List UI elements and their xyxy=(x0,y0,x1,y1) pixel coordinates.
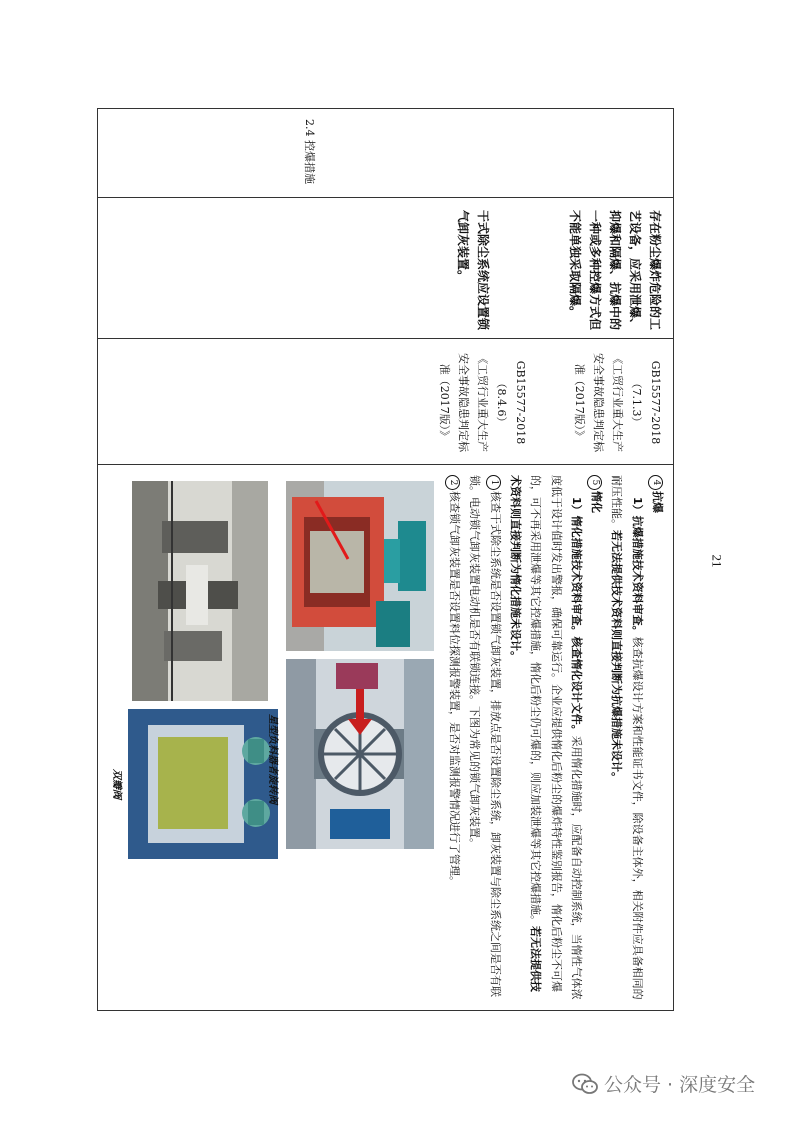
circled-number: 4 xyxy=(648,475,663,490)
caption-star-valve: 星型负料器者旋转阀 xyxy=(266,714,278,804)
caption-double-valve: 双瓣阀 xyxy=(110,769,122,799)
valve-section-photo xyxy=(286,659,434,849)
circled-number: 1 xyxy=(486,475,501,490)
basis-b-code: GB15577-2018 xyxy=(514,360,527,445)
item-label: 2.4 控爆措施 xyxy=(303,119,316,184)
rotated-page xyxy=(98,108,674,1011)
field-valve-photo xyxy=(132,481,268,701)
basis-b xyxy=(435,339,570,464)
content-cell xyxy=(98,465,674,1011)
heading-inerting: 5惰化 xyxy=(586,475,606,1000)
content-body xyxy=(110,465,673,1010)
basis-b-clause: （8.4.6） xyxy=(495,377,508,428)
basis-a-code: GB15577-2018 xyxy=(649,360,662,445)
basis-a xyxy=(570,339,673,464)
requirement-cell xyxy=(98,198,674,339)
circled-number: 5 xyxy=(587,475,602,490)
valve-photos xyxy=(110,475,438,1000)
basis-a-clause: （7.1.3） xyxy=(630,377,643,428)
heading-antiexplosion: 4抗爆 xyxy=(647,475,667,1000)
inspection-table xyxy=(97,108,674,1011)
basis-a-doc: 《工贸行业重大生产安全事故隐患判定标准（2017版）》 xyxy=(573,353,624,452)
paragraph-inerting: 1）惰化措施技术资料审查。核查惰化设计文件。采用惰化措施时，应配备自动控制系统，当惰性气体浓度低于设计值时发出警报，确保可靠运行。企业应提供惰化后粉尘的爆炸特性鉴别报告，惰化后粉尘不可爆的，可不再采用泄爆等其它控爆措施，惰化后粉尘仍可爆的，则应加装泄爆等其它控爆措施。若无法提供技术资料则直接判断为惰化措施未设计。 xyxy=(508,475,583,1000)
watermark-text: 公众号 · 深度安全 xyxy=(604,1074,756,1096)
rotary-valve-photo xyxy=(286,481,434,651)
requirement-b: 干式除尘系统应设置锁气卸灰装置。 xyxy=(456,210,490,331)
basis-b-doc: 《工贸行业重大生产安全事故隐患判定标准（2017版）》 xyxy=(438,353,489,452)
requirement-a: 存在粉尘爆炸危险的工艺设备，应采用泄爆、抑爆和隔爆、抗爆中的一种或多种控爆方式但不能单独采取隔爆。 xyxy=(568,210,662,331)
double-flap-valve-photo xyxy=(128,709,278,859)
watermark xyxy=(572,1070,755,1097)
wechat-icon xyxy=(572,1073,598,1095)
basis-cell xyxy=(98,339,674,465)
check-item-1: 1核查干式除尘系统是否设置锁气卸灰装置，排放点是否设置除尘系统，卸灰装置与除尘系统之间是否有联锁。电动锁气卸灰装置电动机是否有联锁连接。下图为常见的锁气卸灰装置。 xyxy=(468,475,502,997)
paragraph-antiexplosion: 1）抗爆措施技术资料审查。核查抗爆设计方案和性能证书文件，除设备主体外，相关附件应具备相同的耐压性能。若无法提供技术资料则直接判断为抗爆措施未设计。 xyxy=(610,475,644,1000)
page-number: 21 xyxy=(709,554,725,568)
item-cell xyxy=(98,109,674,198)
circled-number: 2 xyxy=(445,475,460,490)
check-item-2: 2核查锁气卸灰装置是否设置料位探测报警装置，是否对监测报警情况进行了管理。 xyxy=(444,475,464,1000)
